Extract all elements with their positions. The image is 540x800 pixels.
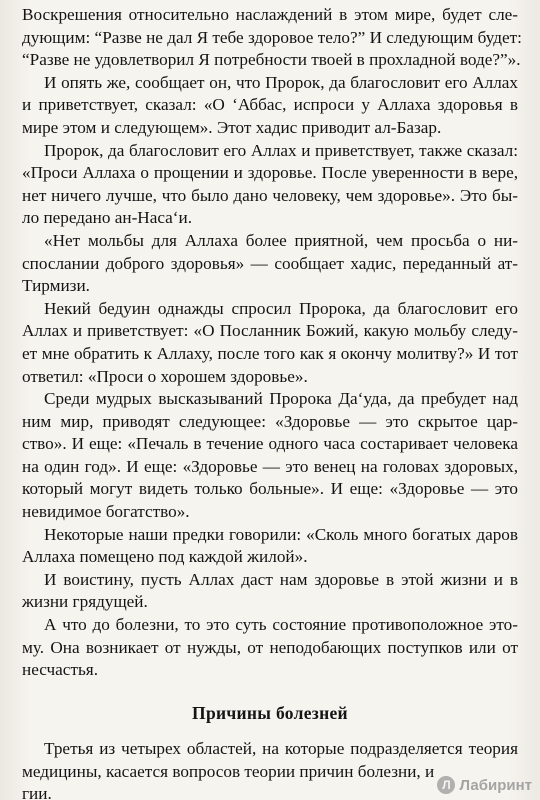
text-line: Аллах и приветствует: «О Посланник Божий, какую мольбу следу-	[22, 321, 518, 341]
watermark-label: Лабиринт	[459, 776, 532, 794]
text-line: несчастья.	[22, 660, 98, 680]
text-line: Аллаха помещено под каждой жилой».	[22, 547, 308, 567]
text-line: и приветствует, сказал: «О ‘Аббас, испроси у Аллаха здоровья в	[22, 95, 518, 115]
text-line: Воскрешения относительно наслаждений в этом мире, будет сле-	[22, 5, 518, 24]
text-line: му. Она возникает от нужды, от неподобающих поступков или от	[22, 637, 518, 657]
text-line: ет мне обратить к Аллаху, после того как я окончу молитву?» И тот	[22, 343, 518, 363]
text-line: нет ничего лучше, что было дано человеку, чем здоровье». Это бы-	[22, 185, 518, 205]
text-line: ство». И еще: «Печаль в течение одного часа состаривает человека	[22, 434, 518, 454]
text-line: Некоторые наши предки говорили: «Сколь много богатых даров	[44, 524, 518, 544]
text-line: «Проси Аллаха о прощении и здоровье. После уверенности в вере,	[22, 163, 518, 183]
text-line: медицины, касается вопросов теории причин болезни, и	[22, 761, 435, 781]
text-line: «Нет мольбы для Аллаха более приятной, чем просьба о ни-	[44, 230, 518, 250]
text-line: мире этом и следующем». Этот хадис приводит ал-Базар.	[22, 117, 442, 137]
watermark	[437, 776, 532, 794]
text-line: Пророк, да благословит его Аллах и приветствует, также сказал:	[44, 140, 518, 160]
text-line: А что до болезни, то это суть состояние противоположное это-	[44, 615, 518, 635]
watermark-logo-icon: Л	[437, 776, 455, 794]
text-line: ответил: «Проси о хорошем здоровье».	[22, 366, 308, 386]
text-line: И опять же, сообщает он, что Пророк, да благословит его Аллах	[44, 72, 518, 92]
text-line: Тирмизи.	[22, 276, 90, 296]
text-line: ним мир, приводят следующее: «Здоровье — это скрытое цар-	[22, 411, 518, 431]
text-line: который могут видеть только больные». И еще: «Здоровье — это	[22, 479, 518, 499]
text-line: гии.	[22, 784, 52, 800]
text-line: невидимое богатство».	[22, 502, 190, 522]
text-line: спослании доброго здоровья» — сообщает хадис, переданный ат-	[22, 253, 518, 273]
text-line: Третья из четырех областей, на которые подразделяется теория	[44, 739, 518, 758]
text-line: дующим: “Разве не дал Я тебе здоровое тело?” И следующим будет:	[22, 27, 522, 47]
text-line: ло передано ан-Наса‘и.	[22, 208, 193, 228]
text-line: Некий бедуин однажды спросил Пророка, да благословит его	[44, 298, 518, 318]
text-line: жизни грядущей.	[22, 592, 148, 612]
text-line: Среди мудрых высказываний Пророка Да‘уда, да пребудет над	[44, 389, 518, 409]
text-line: на один год». И еще: «Здоровье — это венец на головах здоровых,	[22, 456, 518, 476]
body-text	[22, 4, 522, 682]
text-line: И воистину, пусть Аллах даст нам здоровье в этой жизни и в	[44, 569, 518, 589]
section-heading: Причины болезней	[192, 703, 348, 723]
text-line: “Разве не удовлетворил Я потребности твоей в прохладной воде?”».	[22, 50, 521, 70]
